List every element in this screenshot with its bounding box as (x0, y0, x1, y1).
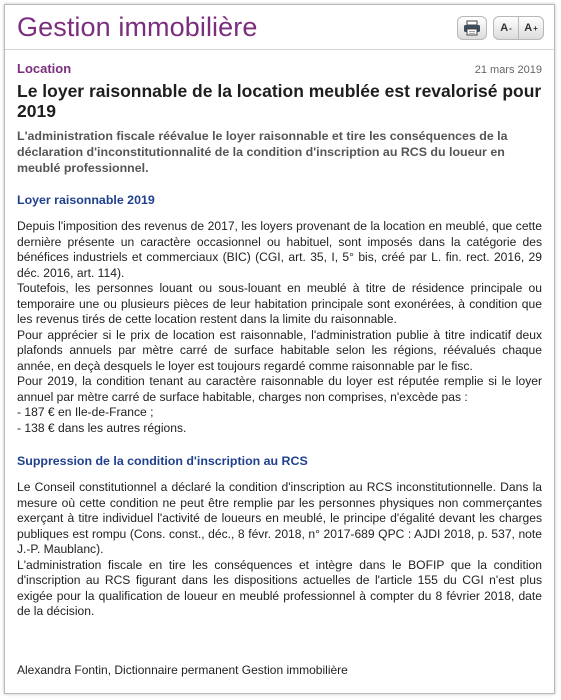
section-title-loyer: Loyer raisonnable 2019 (17, 193, 155, 207)
paragraph: Pour 2019, la condition tenant au caractère raisonnable du loyer est réputée remplie si le loyer annuel par mètre carré de surface habitable, charges non comprises, n'excède pas : (17, 374, 542, 404)
article-content (17, 61, 542, 620)
paragraph: Depuis l'imposition des revenus de 2017, les loyers provenant de la location en meublé, que cette dernière présente un caractère occasionnel ou habituel, sont imposés dans la catégorie des bénéfices industriels et commerciaux (BIC) (CGI, art. 35, I, 5° bis, créé par L. fin. rect. 2016, 29 déc. 2016, art. 114). (17, 219, 542, 280)
font-decrease-button[interactable] (494, 17, 518, 39)
article-lead: L'administration fiscale réévalue le loyer raisonnable et tire les conséquences de la déclaration d'inconstitutionnalité de la condition d'inscription au RCS du loueur en meublé professionnel. (17, 129, 508, 175)
header (5, 5, 554, 50)
section-body-rcs (17, 480, 542, 620)
article-date: 21 mars 2019 (474, 64, 542, 76)
article-title: Le loyer raisonnable de la location meublée est revalorisé pour 2019 (17, 81, 542, 121)
minus-icon: - (509, 23, 512, 33)
paragraph: Le Conseil constitutionnel a déclaré la condition d'inscription au RCS inconstitutionnelle. Dans la mesure où cette condition ne peut être remplie par les personnes physiques non commerçantes exerçant à titre individuel l'activité de loueurs en meublé, le principe d'égalité devant les charges publiques est rompu (Cons. const., déc., 8 févr. 2018, n° 2017-689 QPC : AJDI 2018, p. 537, note J.-P. Maublanc). (17, 480, 542, 556)
font-decrease-letter: A (500, 22, 509, 34)
article-category: Location (17, 61, 72, 76)
article-meta (17, 61, 542, 76)
section-body-loyer (17, 219, 542, 436)
font-size-controls (493, 16, 544, 40)
article-author: Alexandra Fontin, Dictionnaire permanent Gestion immobilière (17, 663, 348, 677)
article-frame (4, 4, 555, 694)
list-item: - 187 € en Ile-de-France ; (17, 405, 154, 419)
list-item: - 138 € dans les autres régions. (17, 420, 187, 435)
font-increase-button[interactable] (518, 17, 543, 39)
rent-ceiling-list (17, 405, 542, 436)
font-increase-letter: A (524, 22, 533, 34)
section-title-rcs: Suppression de la condition d'inscription au RCS (17, 454, 308, 468)
print-button[interactable] (457, 16, 487, 40)
plus-icon: + (533, 23, 538, 33)
toolbar (457, 16, 544, 40)
brand-title: Gestion immobilière (17, 12, 258, 42)
paragraph: Toutefois, les personnes louant ou sous-louant en meublé à titre de résidence principale ou temporaire une ou plusieurs pièces de leur habitation principale sont exonérées, à condition que les revenus tirés de cette location restent dans la limite du raisonnable. (17, 281, 542, 326)
printer-icon (463, 20, 481, 36)
paragraph: L'administration fiscale en tire les conséquences et intègre dans le BOFIP que la condition d'inscription au RCS figurant dans les dispositions actuelles de l'article 155 du CGI n'est plus exigée pour la qualification de loueur en meublé professionnel à compter du 8 février 2018, date de la décision. (17, 557, 542, 618)
paragraph: Pour apprécier si le prix de location est raisonnable, l'administration publie à titre indicatif deux plafonds annuels par mètre carré de surface habitable selon les régions, réévalués chaque année, en deçà desquels le loyer est toujours regardé comme raisonnable par le fisc. (17, 327, 542, 373)
